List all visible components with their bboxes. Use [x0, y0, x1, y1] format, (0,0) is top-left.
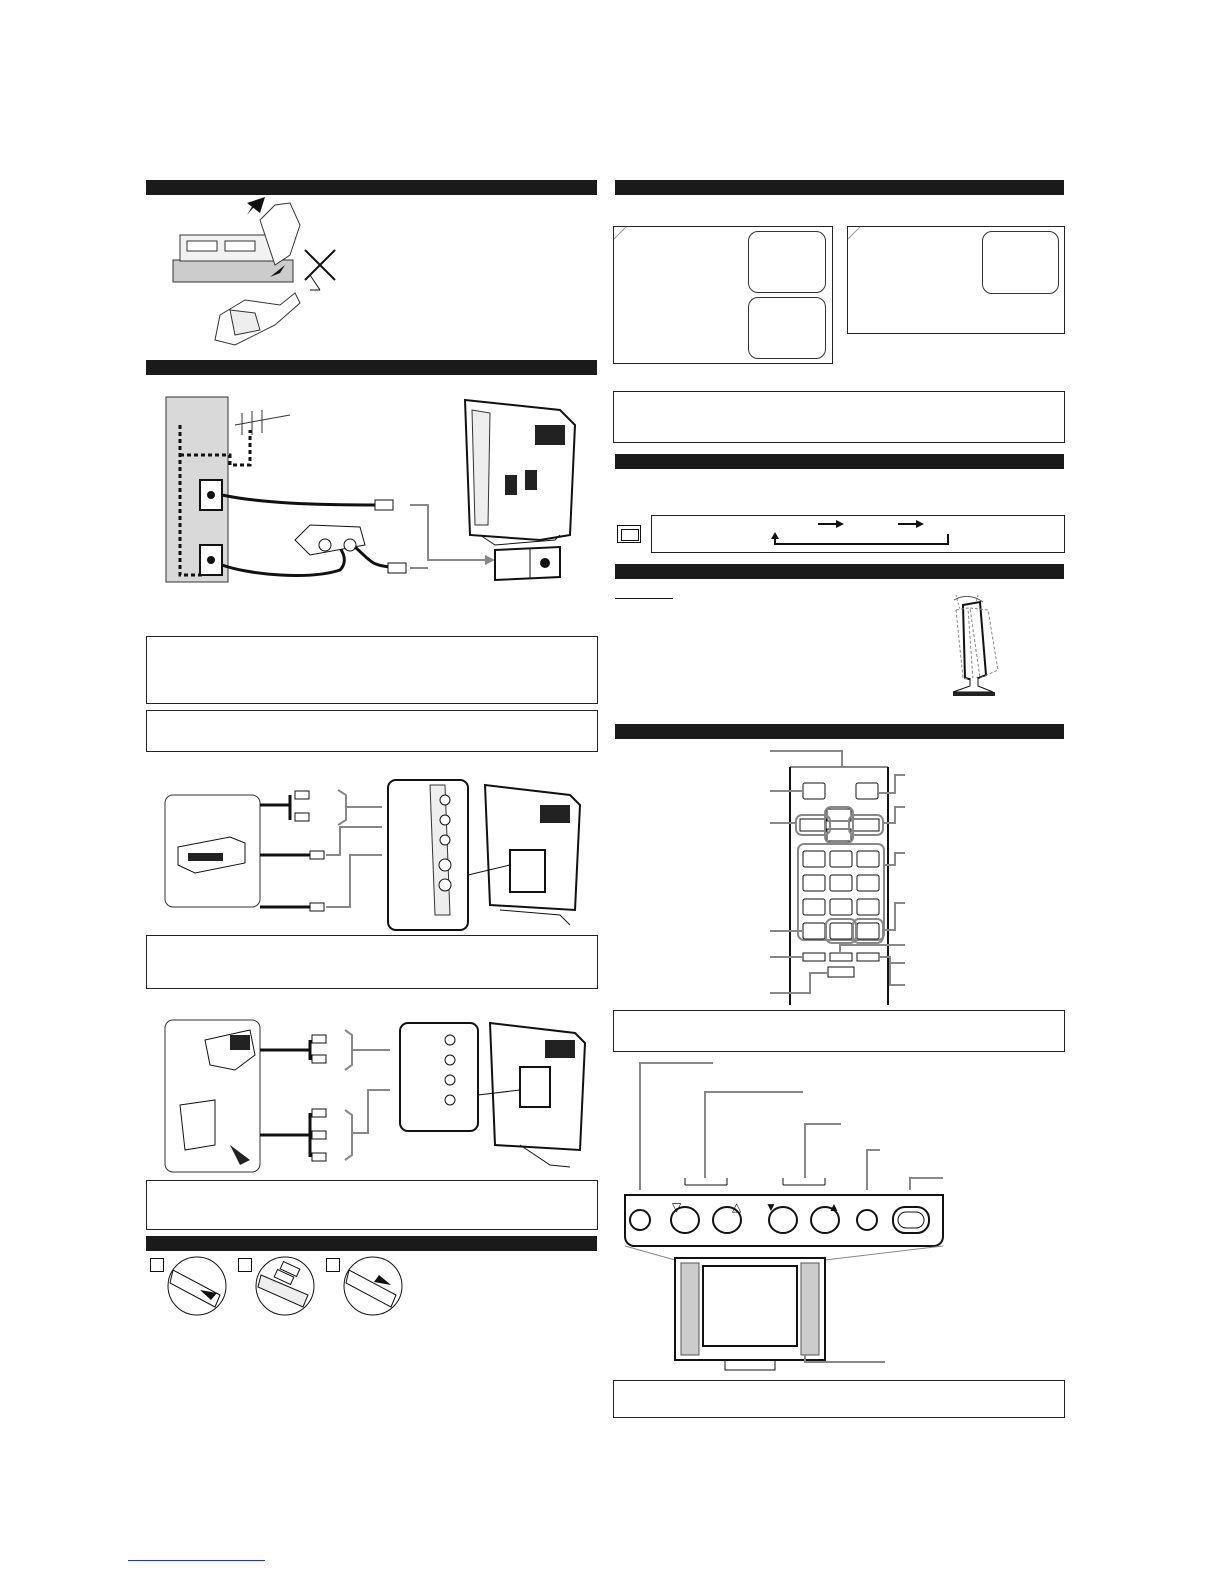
note-box-1	[146, 636, 598, 704]
channel-down-icon: ▼	[765, 1200, 777, 1214]
remote-control-diagram	[770, 745, 920, 1005]
input-cycle-arrows	[770, 518, 960, 548]
battery-step-1-illustration	[165, 1255, 230, 1317]
screen-preview-1a	[748, 231, 826, 293]
section-bar-antenna-connection	[146, 360, 597, 375]
screen-preview-2	[982, 231, 1059, 294]
section-bar-angle-adjust	[615, 564, 1064, 579]
corner-mark-icon	[848, 227, 860, 239]
section-bar-battery	[146, 1236, 597, 1251]
note-box-2	[146, 710, 598, 752]
section-bar-antenna-caution	[146, 180, 597, 195]
channel-up-icon: ▲	[828, 1200, 840, 1214]
input-button-icon	[617, 525, 641, 543]
footer-link[interactable]	[128, 1548, 265, 1561]
section-bar-input-select	[615, 454, 1064, 469]
illustration-tilt-angle	[948, 590, 1008, 700]
battery-step-2	[238, 1258, 252, 1272]
note-underline	[615, 598, 673, 599]
note-box-5	[613, 391, 1065, 443]
illustration-camcorder-game-connection	[160, 1015, 600, 1175]
illustration-panel-handling	[165, 195, 365, 355]
note-box-7	[613, 1380, 1065, 1418]
corner-mark-icon	[614, 227, 626, 239]
screen-preview-1b	[748, 297, 826, 359]
battery-step-2-illustration	[253, 1255, 318, 1317]
arrow-down-icon: ▽	[672, 1200, 682, 1214]
section-bar-tv-screen	[615, 180, 1064, 195]
note-box-4	[146, 1180, 598, 1230]
section-bar-controls	[615, 724, 1064, 739]
illustration-antenna-connection	[160, 385, 600, 585]
illustration-vcr-connection	[160, 775, 600, 935]
tv-front-panel-diagram	[605, 1060, 965, 1370]
arrow-up-icon: △	[732, 1200, 742, 1214]
note-box-3	[146, 935, 598, 989]
note-box-6	[613, 1010, 1065, 1052]
battery-step-3-illustration	[341, 1255, 406, 1317]
battery-step-1	[150, 1258, 164, 1272]
battery-step-3	[326, 1258, 340, 1272]
